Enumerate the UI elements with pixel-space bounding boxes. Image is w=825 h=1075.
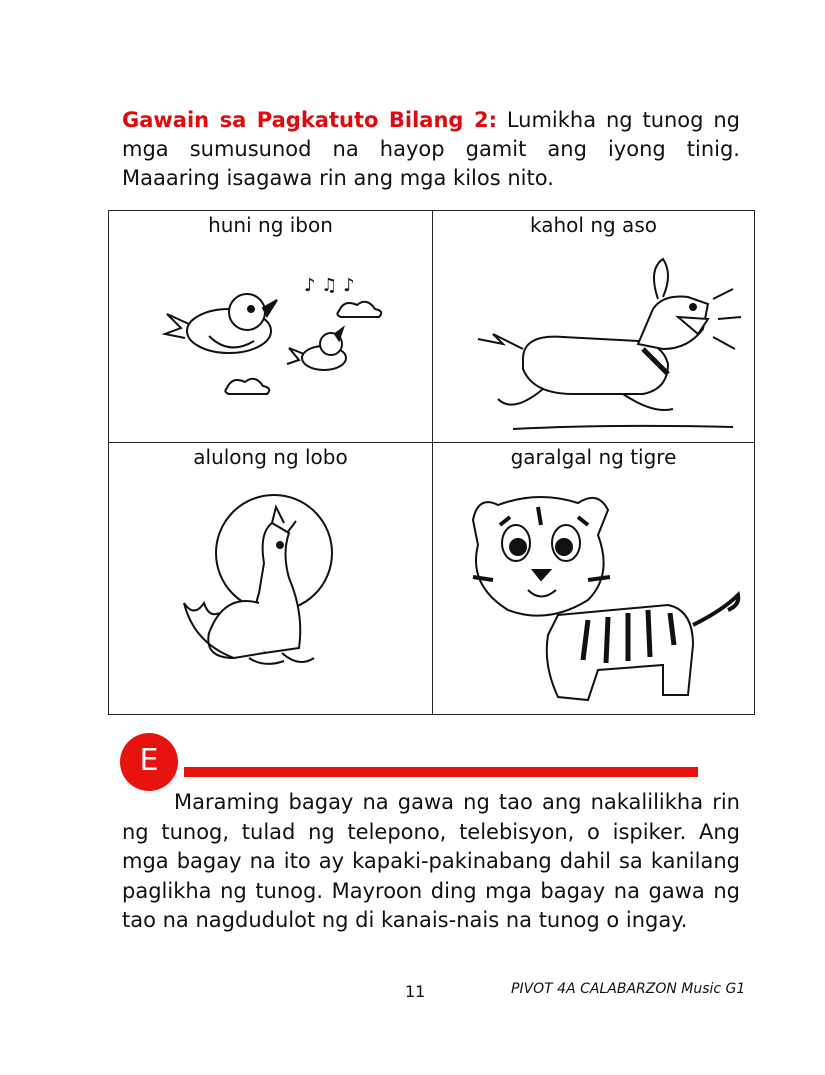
section-e-underline (184, 767, 698, 777)
svg-text:♪ ♫ ♪: ♪ ♫ ♪ (304, 275, 355, 296)
tiger-icon (438, 485, 748, 715)
birds-icon (159, 256, 389, 396)
page-number: 11 (405, 982, 426, 1001)
dog-icon (463, 249, 743, 439)
cell-dog (432, 211, 754, 442)
section-e-badge: E (120, 733, 178, 791)
activity-title: Gawain sa Pagkatuto Bilang 2: (122, 108, 497, 132)
caption-wolf: alulong ng lobo (193, 445, 348, 469)
activity-instructions (122, 106, 740, 193)
caption-dog: kahol ng aso (530, 213, 657, 237)
cell-birds (109, 211, 432, 442)
section-body: Maraming bagay na gawa ng tao ang nakalilikha rin ng tunog, tulad ng telepono, telebisyon, o ispiker. Ang mga bagay na ito ay kapaki-pakinabang dahil sa kanilang paglikha ng tunog. Mayroon ding mga bagay na gawa ng tao na nagdudulot ng di kanais-nais na tunog o ingay. (122, 790, 740, 932)
activity-text: Lumikha ng tunog ng mga sumusunod na hayop gamit ang iyong tinig. Maaaring isagawa rin ang mga kilos nito. (122, 108, 740, 190)
wolf-icon (164, 493, 364, 693)
caption-birds: huni ng ibon (208, 213, 333, 237)
cell-wolf (109, 442, 432, 714)
footer-source: PIVOT 4A CALABARZON Music G1 (511, 981, 746, 997)
animal-sound-grid (108, 210, 755, 715)
cell-tiger (432, 442, 754, 714)
caption-tiger: garalgal ng tigre (510, 445, 677, 469)
